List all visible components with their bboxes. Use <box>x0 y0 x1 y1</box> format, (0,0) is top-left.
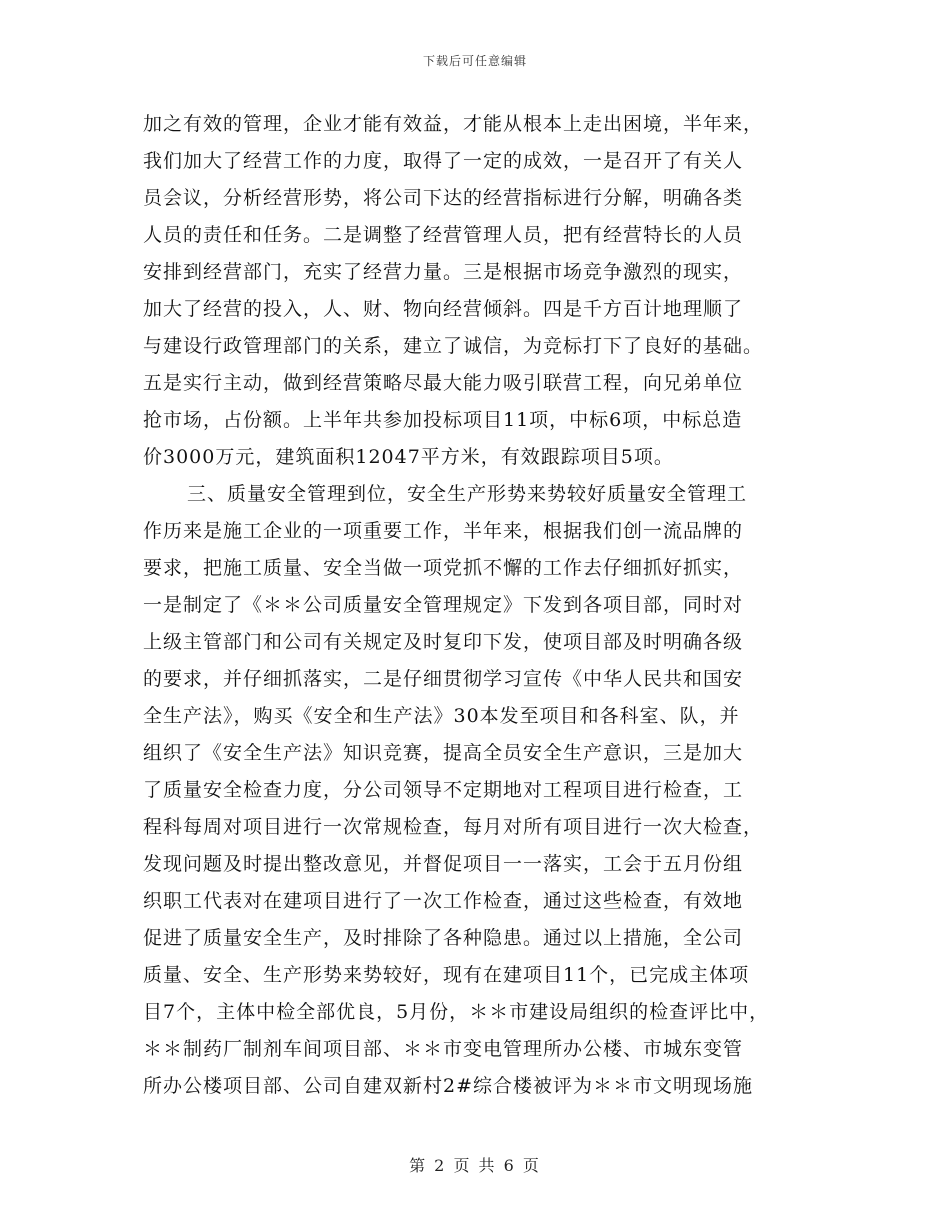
text-line-9: 抢市场，占份额。上半年共参加投标项目11项，中标6项，中标总造 <box>143 409 743 431</box>
text-line-2: 我们加大了经营工作的力度，取得了一定的成效，一是召开了有关人 <box>143 150 744 172</box>
text-line-6: 加大了经营的投入，人、财、物向经营倾斜。四是千方百计地理顺了 <box>143 298 744 320</box>
text-line-3: 员会议，分析经营形势，将公司下达的经营指标进行分解，明确各类 <box>143 187 744 209</box>
text-line-25: 目7个，主体中检全部优良，5月份，＊＊市建设局组织的检查评比中， <box>143 1001 770 1023</box>
page-footer: 第 2 页 共 6 页 <box>409 1156 541 1175</box>
text-line-10: 价3000万元，建筑面积12047平方米，有效跟踪项目5项。 <box>143 446 674 468</box>
text-line-27: 所办公楼项目部、公司自建双新村2#综合楼被评为＊＊市文明现场施 <box>143 1075 754 1097</box>
page-header: 下载后可任意编辑 <box>422 54 527 68</box>
text-line-4: 人员的责任和任务。二是调整了经营管理人员，把有经营特长的人员 <box>143 224 744 246</box>
document-body <box>143 106 823 1105</box>
text-line-14: 一是制定了《＊＊公司质量安全管理规定》下发到各项目部，同时对 <box>143 594 744 616</box>
text-line-23: 促进了质量安全生产，及时排除了各种隐患。通过以上措施，全公司 <box>143 927 744 949</box>
text-line-26: ＊＊制药厂制剂车间项目部、＊＊市变电管理所办公楼、市城东变管 <box>143 1038 744 1060</box>
text-line-12: 作历来是施工企业的一项重要工作，半年来，根据我们创一流品牌的 <box>143 520 744 542</box>
text-line-13: 要求，把施工质量、安全当做一项党抓不懈的工作去仔细抓好抓实， <box>143 557 744 579</box>
text-line-15: 上级主管部门和公司有关规定及时复印下发，使项目部及时明确各级 <box>143 631 744 653</box>
text-line-11: 三、质量安全管理到位，安全生产形势来势较好质量安全管理工 <box>187 483 748 505</box>
text-line-1: 加之有效的管理，企业才能有效益，才能从根本上走出困境，半年来， <box>143 113 764 135</box>
text-line-24: 质量、安全、生产形势来势较好，现有在建项目11个，已完成主体项 <box>143 964 750 986</box>
text-line-19: 了质量安全检查力度，分公司领导不定期地对工程项目进行检查，工 <box>143 779 744 801</box>
text-line-18: 组织了《安全生产法》知识竞赛，提高全员安全生产意识，三是加大 <box>143 742 744 764</box>
text-line-22: 织职工代表对在建项目进行了一次工作检查，通过这些检查，有效地 <box>143 890 744 912</box>
text-line-20: 程科每周对项目进行一次常规检查，每月对所有项目进行一次大检查， <box>143 816 764 838</box>
text-line-21: 发现问题及时提出整改意见，并督促项目一一落实，工会于五月份组 <box>143 853 744 875</box>
text-line-16: 的要求，并仔细抓落实，二是仔细贯彻学习宣传《中华人民共和国安 <box>143 668 744 690</box>
text-line-17: 全生产法》，购买《安全和生产法》30本发至项目和各科室、队，并 <box>143 705 740 727</box>
text-line-7: 与建设行政管理部门的关系，建立了诚信，为竞标打下了良好的基础。 <box>143 335 764 357</box>
text-line-5: 安排到经营部门，充实了经营力量。三是根据市场竞争激烈的现实， <box>143 261 744 283</box>
text-line-8: 五是实行主动，做到经营策略尽最大能力吸引联营工程，向兄弟单位 <box>143 372 744 394</box>
